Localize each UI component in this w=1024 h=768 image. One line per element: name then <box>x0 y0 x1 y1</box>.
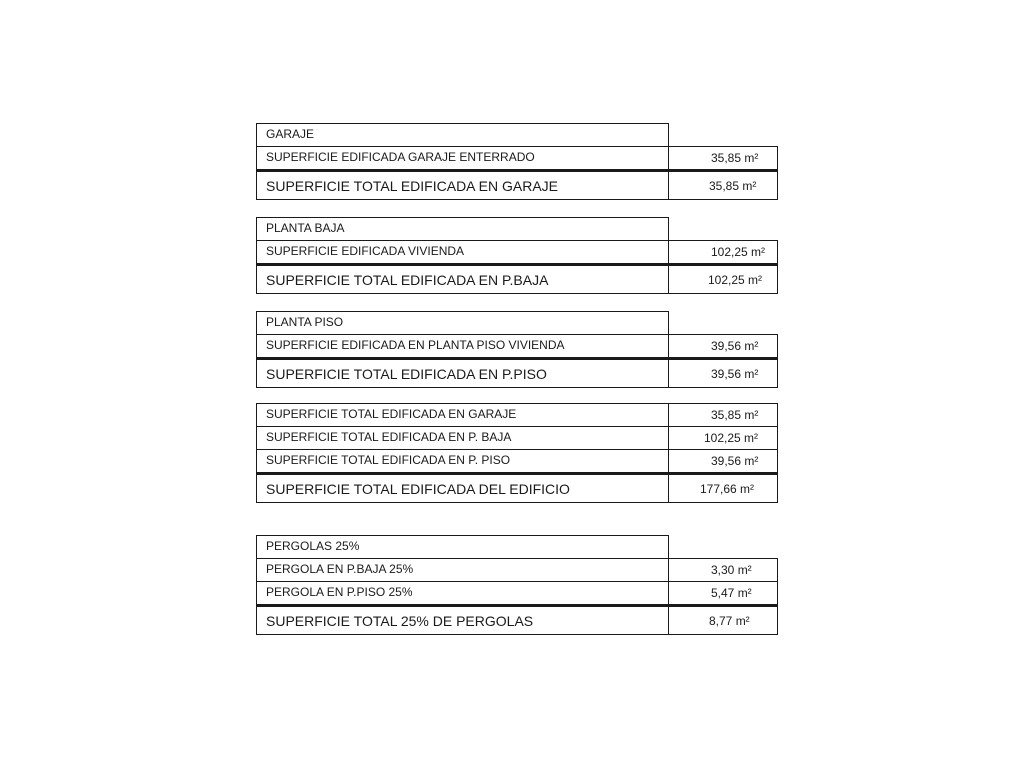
resumen-row-label: SUPERFICIE TOTAL EDIFICADA EN P. PISO <box>266 453 511 467</box>
planta-piso-header: PLANTA PISO <box>266 315 344 329</box>
resumen-total-value: 177,66 m² <box>700 482 755 496</box>
garaje-row-value: 35,85 m² <box>711 151 759 165</box>
planta-baja-row-label: SUPERFICIE EDIFICADA VIVIENDA <box>266 244 465 258</box>
planta-baja-row-value: 102,25 m² <box>711 245 766 259</box>
resumen-row-value: 35,85 m² <box>711 408 759 422</box>
resumen-row-label: SUPERFICIE TOTAL EDIFICADA EN GARAJE <box>266 407 517 421</box>
pergolas-row-value: 3,30 m² <box>711 563 752 577</box>
planta-piso-total-label: SUPERFICIE TOTAL EDIFICADA EN P.PISO <box>266 366 547 382</box>
pergolas-row-value: 5,47 m² <box>711 586 752 600</box>
garaje-row-label: SUPERFICIE EDIFICADA GARAJE ENTERRADO <box>266 150 535 164</box>
planta-baja-total-value: 102,25 m² <box>708 273 763 287</box>
garaje-header: GARAJE <box>266 127 315 141</box>
resumen-row-label: SUPERFICIE TOTAL EDIFICADA EN P. BAJA <box>266 430 512 444</box>
garaje-header-cell <box>256 123 669 147</box>
pergolas-total-value: 8,77 m² <box>709 614 750 628</box>
planta-piso-row-value: 39,56 m² <box>711 339 759 353</box>
resumen-row-value: 39,56 m² <box>711 454 759 468</box>
resumen-total-label: SUPERFICIE TOTAL EDIFICADA DEL EDIFICIO <box>266 481 570 497</box>
pergolas-row-label: PERGOLA EN P.BAJA 25% <box>266 562 414 576</box>
pergolas-header: PERGOLAS 25% <box>266 539 360 553</box>
planta-baja-header: PLANTA BAJA <box>266 221 345 235</box>
garaje-total-label: SUPERFICIE TOTAL EDIFICADA EN GARAJE <box>266 178 558 194</box>
planta-piso-total-value: 39,56 m² <box>711 367 759 381</box>
planta-piso-row-label: SUPERFICIE EDIFICADA EN PLANTA PISO VIVIENDA <box>266 338 565 352</box>
pergolas-row-label: PERGOLA EN P.PISO 25% <box>266 585 413 599</box>
resumen-row-value: 102,25 m² <box>704 431 759 445</box>
garaje-total-value: 35,85 m² <box>709 179 757 193</box>
pergolas-total-label: SUPERFICIE TOTAL 25% DE PERGOLAS <box>266 613 534 629</box>
planta-baja-total-label: SUPERFICIE TOTAL EDIFICADA EN P.BAJA <box>266 272 549 288</box>
